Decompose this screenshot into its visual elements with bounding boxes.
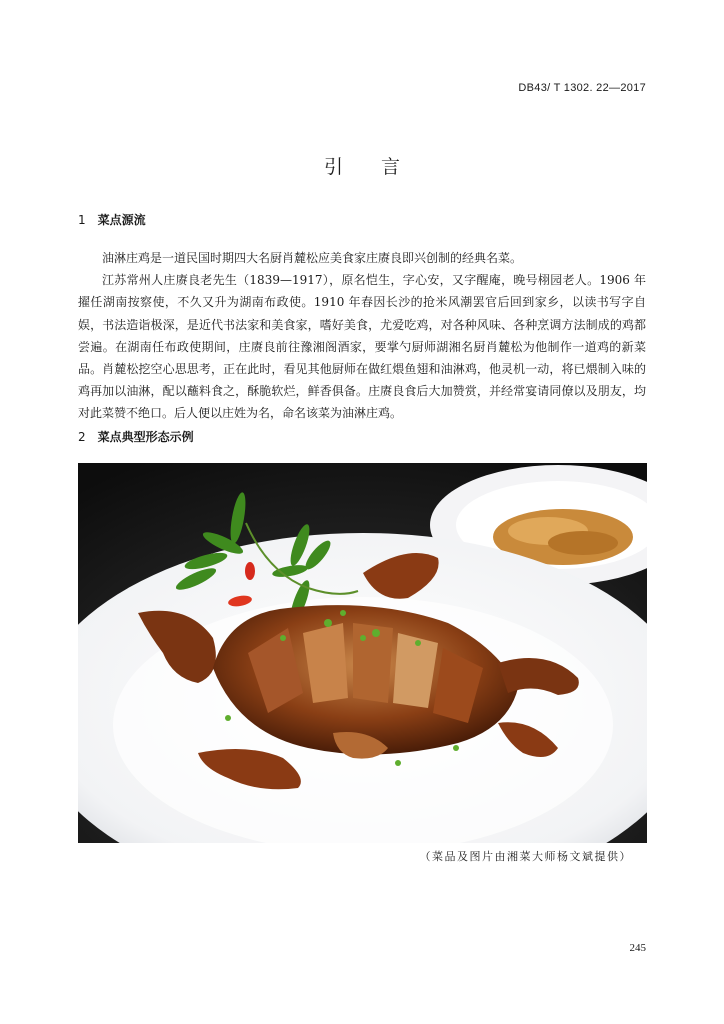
section-heading-1 (78, 211, 146, 228)
page-title: 引言 (323, 156, 438, 178)
section-number: 2 (78, 430, 86, 444)
section-heading-2 (78, 428, 194, 445)
section-title: 菜点典型形态示例 (97, 430, 194, 444)
section-title: 菜点源流 (97, 213, 146, 227)
page-number: 245 (629, 942, 646, 954)
section-number: 1 (78, 213, 86, 227)
paragraph: 江苏常州人庄赓良老先生（1839—1917），原名恺生，字心安，又字醒庵，晚号栩园老人。1906 年擢任湖南按察使，不久又升为湖南布政使。1910 年春因长沙的抢米风潮罢官后回到家乡，以读书写字自娱，书法造诣极深，是近代书法家和美食家，嗜好美食，尤爱吃鸡，对各种风味、各种烹调方法制成的鸡都尝遍。在湖南任布政使期间，庄赓良前往豫湘阁酒家，要掌勺厨师湖湘名厨肖麓松为他制作一道鸡的新菜品。肖麓松挖空心思思考，正在此时，看见其他厨师在做红煨鱼翅和油淋鸡，他灵机一动，将已煨制入味的鸡再加以油淋，配以蘸料食之，酥脆软烂，鲜香俱备。庄赓良食后大加赞赏，并经常宴请同僚以及朋友，均对此菜赞不绝口。后人便以庄姓为名，命名该菜为油淋庄鸡。 (78, 273, 646, 421)
section-1-body (78, 247, 646, 425)
standard-code: DB43/ T 1302. 22—2017 (518, 82, 646, 94)
photo-caption: （菜品及图片由湘菜大师杨文斌提供） (419, 850, 632, 863)
dish-photo (78, 463, 647, 843)
paragraph: 油淋庄鸡是一道民国时期四大名厨肖麓松应美食家庄赓良即兴创制的经典名菜。 (102, 251, 523, 265)
